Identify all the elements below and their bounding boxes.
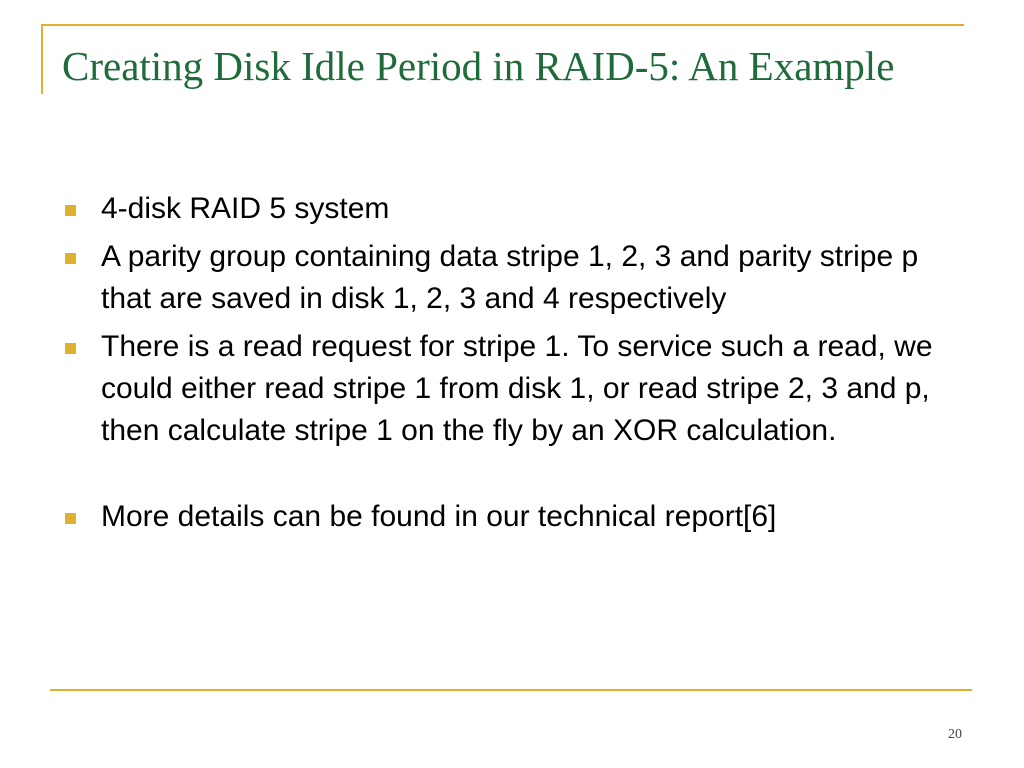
slide-title: Creating Disk Idle Period in RAID-5: An Example (62, 43, 895, 89)
square-bullet-icon (65, 513, 76, 524)
bullet-text: 4-disk RAID 5 system (101, 192, 390, 225)
bullet-item (62, 236, 962, 320)
footer-rule (50, 689, 972, 691)
bullet-text: A parity group containing data stripe 1, 2, 3 and parity stripe p that are saved in disk 1, 2, 3 and 4 respectively (101, 240, 919, 315)
bullet-item (62, 188, 962, 230)
bullet-item (62, 496, 962, 538)
square-bullet-icon (65, 253, 76, 264)
square-bullet-icon (65, 205, 76, 216)
bullet-text: There is a read request for stripe 1. To service such a read, we could either read stripe 1 from disk 1, or read stripe 2, 3 and p, then calculate stripe 1 on the fly by an XOR calculation. (101, 330, 933, 447)
square-bullet-icon (65, 343, 76, 354)
bullet-list (62, 188, 962, 538)
bullet-item (62, 326, 962, 452)
bullet-text: More details can be found in our technical report[6] (101, 500, 777, 533)
title-top-rule (43, 24, 964, 26)
page-number: 20 (948, 727, 962, 742)
title-left-accent (41, 24, 43, 94)
